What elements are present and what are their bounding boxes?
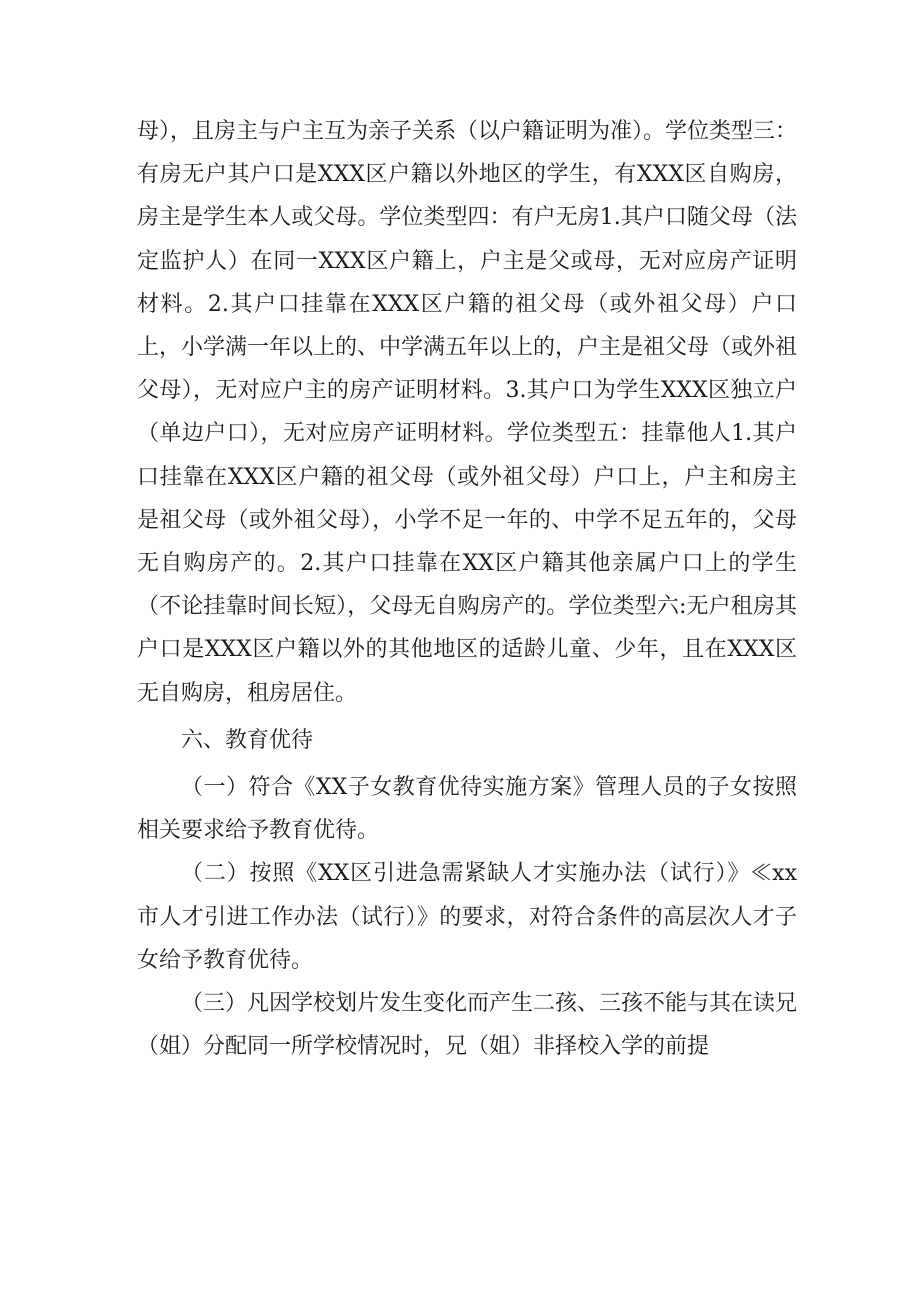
paragraph-item-1: （一）符合《XX子女教育优待实施方案》管理人员的子女按照相关要求给予教育优待。: [137, 775, 797, 844]
document-body: [137, 110, 797, 1068]
section-heading-education-preference: 六、教育优待: [181, 727, 314, 753]
paragraph-degree-types: 母），且房主与户主互为亲子关系（以户籍证明为准）。学位类型三：有房无户其户口是XXX区户籍以外地区的学生，有XXX区自购房，房主是学生本人或父母。学位类型四：有户无房1.其户口随父母（法定监护人）在同一XXX区户籍上，户主是父或母，无对应房产证明材料。2.其户口挂靠在XXX区户籍的祖父母（或外祖父母）户口上，小学满一年以上的、中学满五年以上的，户主是祖父母（或外祖父母），无对应户主的房产证明材料。3.其户口为学生XXX区独立户（单边户口），无对应房产证明材料。学位类型五：挂靠他人1.其户口挂靠在XXX区户籍的祖父母（或外祖父母）户口上，户主和房主是祖父母（或外祖父母），小学不足一年的、中学不足五年的，父母无自购房产的。2.其户口挂靠在XX区户籍其他亲属户口上的学生（不论挂靠时间长短），父母无自购房产的。学位类型六:无户租房其户口是XXX区户籍以外的其他地区的适龄儿童、少年，且在XXX区无自购房，租房居住。: [137, 119, 798, 706]
paragraph-item-2: （二）按照《XX区引进急需紧缺人才实施办法（试行）》≪xx市人才引进工作办法（试行）》的要求，对符合条件的高层次人才子女给予教育优待。: [137, 861, 797, 973]
paragraph-item-3: （三）凡因学校划片发生变化而产生二孩、三孩不能与其在读兄（姐）分配同一所学校情况时，兄（姐）非择校入学的前提: [137, 991, 798, 1060]
